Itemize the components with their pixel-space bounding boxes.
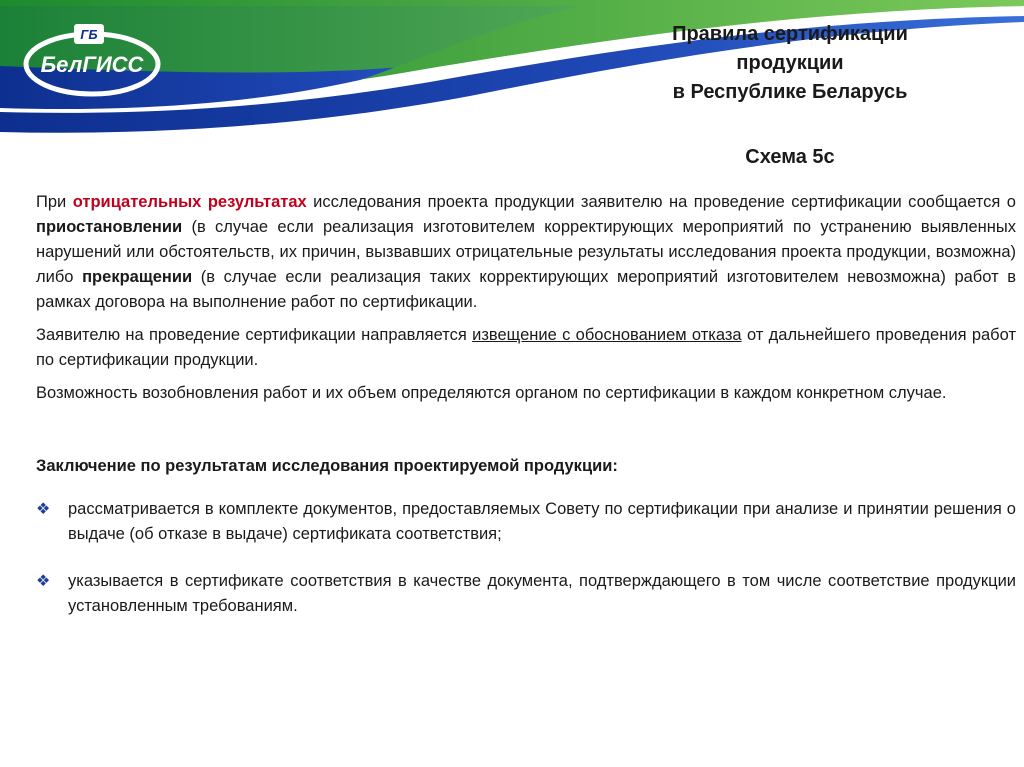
bullet-item-1 [36,497,1016,547]
paragraph-1 [36,190,1016,315]
paragraph-2 [36,323,1016,373]
p1-negative-results: отрицательных результатах [72,193,307,211]
diamond-bullet-icon: ❖ [36,501,51,518]
title-line-2: продукции [736,52,844,74]
slide-title [560,20,1020,107]
title-line-1: Правила сертификации [672,23,908,45]
logo-mark: ГБ [80,27,98,42]
p2-text-1: Заявителю на проведение сертификации направляется [36,326,473,344]
p1-text-1: При [36,193,73,211]
p1-text-3: (в случае если реализация изготовителем корректирующих мероприятий по устранению выявленных нарушений или обстоятельств, их причин, вызвавших отрицательные результаты исследования проекта продукции, возможна) либо [36,218,1016,286]
p1-termination: прекращении [82,268,193,286]
bullet-text-1: рассматривается в комплекте документов, предоставляемых Совету по сертификации при анализе и принятии решения о выдаче (об отказе в выдаче) сертификата соответствия; [68,500,1016,543]
p1-text-4: (в случае если реализация таких корректирующих мероприятий изготовителем невозможна) работ в рамках договора на выполнение работ по сертификации. [36,268,1017,311]
title-line-3: в Республике Беларусь [672,81,908,103]
paragraph-3: Возможность возобновления работ и их объем определяются органом по сертификации в каждом конкретном случае. [36,384,947,402]
logo-text: БелГИСС [40,52,144,77]
p2-text-2: от дальнейшего проведения работ по сертификации продукции. [36,326,1017,369]
p2-refusal-notice: извещение с обоснованием отказа [472,326,742,344]
diamond-bullet-icon: ❖ [36,573,51,590]
p1-text-2: исследования проекта продукции заявителю на проведение сертификации сообщается о [306,193,1016,211]
scheme-label: Схема 5с [745,146,835,168]
bullet-item-2 [36,569,1016,619]
belgiss-logo [22,22,162,102]
slide-content [36,190,1016,641]
conclusion-title: Заключение по результатам исследования проектируемой продукции: [36,457,618,475]
bullet-text-2: указывается в сертификате соответствия в качестве документа, подтверждающего в том числе соответствие продукции установленным требованиям. [68,572,1016,615]
p1-suspension: приостановлении [36,218,183,236]
